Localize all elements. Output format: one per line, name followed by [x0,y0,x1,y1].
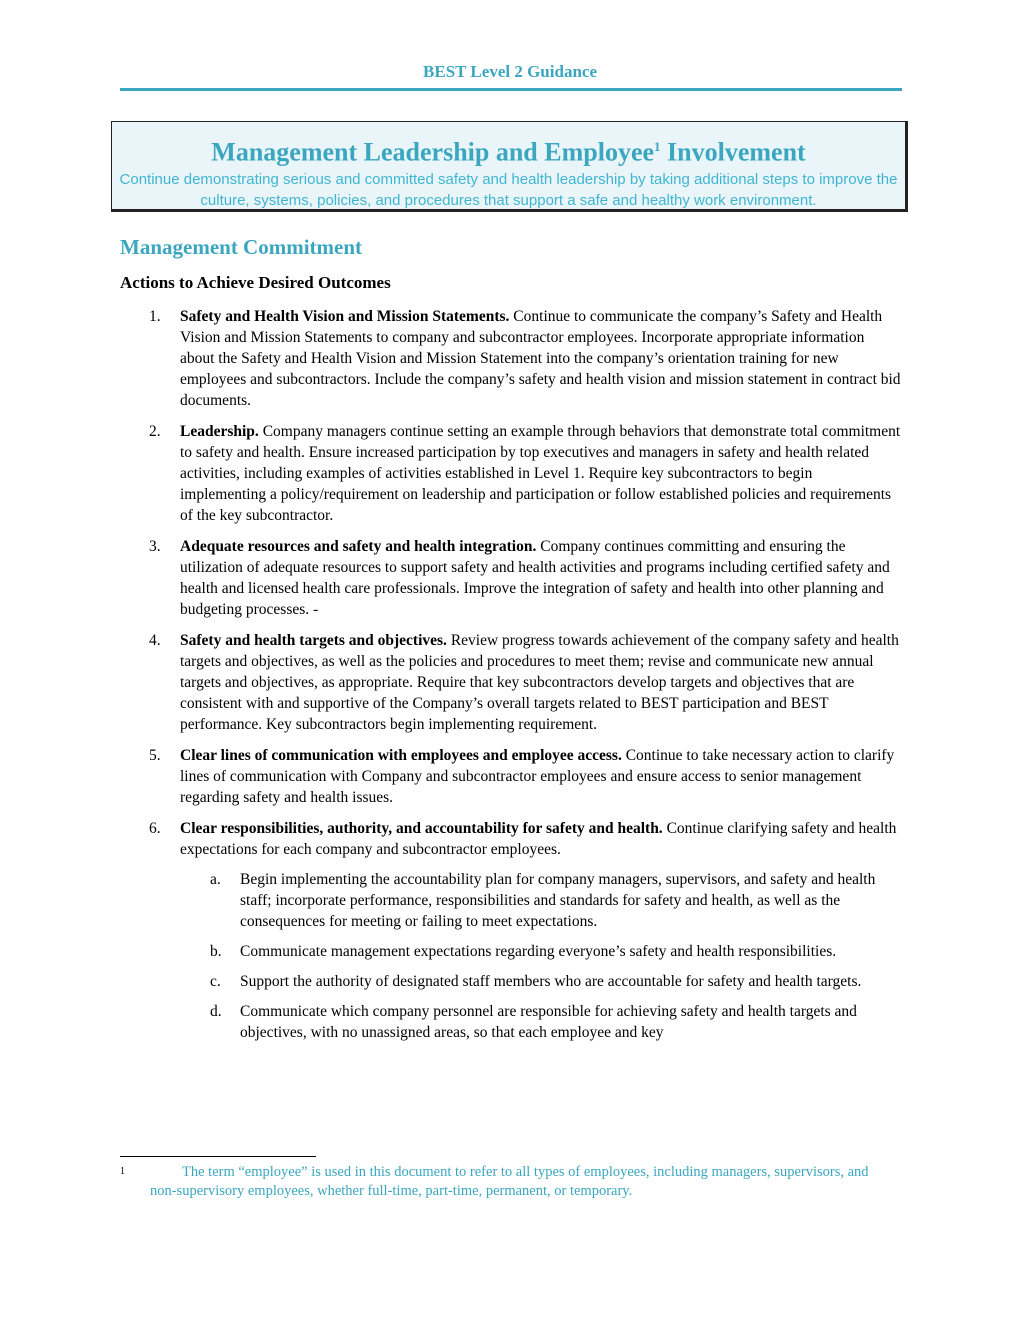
item-title: Safety and Health Vision and Mission Statements. [180,308,510,325]
sub-list-item [210,971,902,992]
footnote [120,1163,880,1201]
item-title: Clear responsibilities, authority, and accountability for safety and health. [180,820,663,837]
sub-item-letter: c. [210,973,221,990]
sub-item-text: Communicate which company personnel are responsible for achieving safety and health targets and objectives, with no unassigned areas, so that each employee and key [240,1003,857,1041]
banner-title [112,131,905,169]
sub-item-text: Begin implementing the accountability plan for company managers, supervisors, and safety and health staff; incorporate performance, responsibilities and standards for safety and health, as well as the consequences for meeting or failing to meet expectations. [240,871,876,930]
sub-list-item [210,869,902,932]
item-title: Safety and health targets and objectives. [180,632,447,649]
banner-title-before: Management Leadership and Employee [211,137,655,167]
footnote-ref[interactable]: 1 [654,139,661,154]
sub-list-item [210,1001,902,1043]
list-item [149,630,902,735]
sub-item-letter: b. [210,943,222,960]
action-list [149,306,902,1043]
item-number: 4. [149,632,161,649]
banner-subtitle: Continue demonstrating serious and committed safety and health leadership by taking additional steps to improve the culture, systems, policies, and procedures that support a safe and healthy work environment. [119,170,898,209]
item-text: Continue to take necessary action to clarify lines of communication with Company and subcontractor employees and ensure access to senior management regarding safety and health issues. [180,747,895,806]
item-text: Continue clarifying safety and health expectations for each company and subcontractor employees. [180,820,897,858]
item-text: Company continues committing and ensuring the utilization of adequate resources to support safety and health activities and programs including certified safety and health and licensed health care professionals. Improve the integration of safety and health into other planning and budgeting processes. - [180,538,890,618]
page-header: BEST Level 2 Guidance [423,62,597,81]
item-number: 1. [149,308,161,325]
sub-item-text: Communicate management expectations regarding everyone’s safety and health responsibilities. [240,943,837,960]
section-title: Management Commitment [120,235,363,259]
item-text: Company managers continue setting an example through behaviors that demonstrate total commitment to safety and health. Ensure increased participation by top executives and managers in safety and health related activities, including examples of activities established in Level 1. Require key subcontractors to begin implementing a policy/requirement on leadership and participation or follow established policies and requirements of the key subcontractor. [180,423,901,524]
banner-title-after: Involvement [660,137,806,167]
item-title: Leadership. [180,423,259,440]
sub-list-item [210,941,902,962]
list-item [149,745,902,808]
sub-item-text: Support the authority of designated staff members who are accountable for safety and health targets. [240,973,862,990]
list-item [149,421,902,526]
list-item [149,536,902,620]
item-number: 2. [149,423,161,440]
item-title: Clear lines of communication with employees and employee access. [180,747,622,764]
list-item [149,818,902,860]
footnote-rule [120,1156,316,1157]
item-number: 3. [149,538,161,555]
sub-item-letter: d. [210,1003,222,1020]
subsection-title: Actions to Achieve Desired Outcomes [120,273,391,292]
list-item [149,306,902,411]
footnote-text: The term “employee” is used in this document to refer to all types of employees, including managers, supervisors, and non-supervisory employees, whether full-time, part-time, permanent, or temporary. [150,1164,869,1199]
item-number: 5. [149,747,161,764]
banner-box [111,121,908,212]
item-text: Review progress towards achievement of the company safety and health targets and objectives, as well as the policies and procedures to meet them; revise and communicate new annual targets and objectives, as appropriate. Require that key subcontractors develop targets and objectives that are consistent with and supportive of the Company’s overall targets related to BEST participation and BEST performance. Key subcontractors begin implementing requirement. [180,632,899,733]
item-number: 6. [149,820,161,837]
item-text: Continue to communicate the company’s Safety and Health Vision and Mission Statements to company and subcontractor employees. Incorporate appropriate information about the Safety and Health Vision and Mission Statement into the company’s orientation training for new employees and subcontractors. Include the company’s safety and health vision and mission statement in contract bid documents. [180,308,901,409]
footnote-mark: 1 [120,1166,125,1177]
header-rule [120,88,902,91]
sub-item-letter: a. [210,871,221,888]
item-title: Adequate resources and safety and health integration. [180,538,537,555]
